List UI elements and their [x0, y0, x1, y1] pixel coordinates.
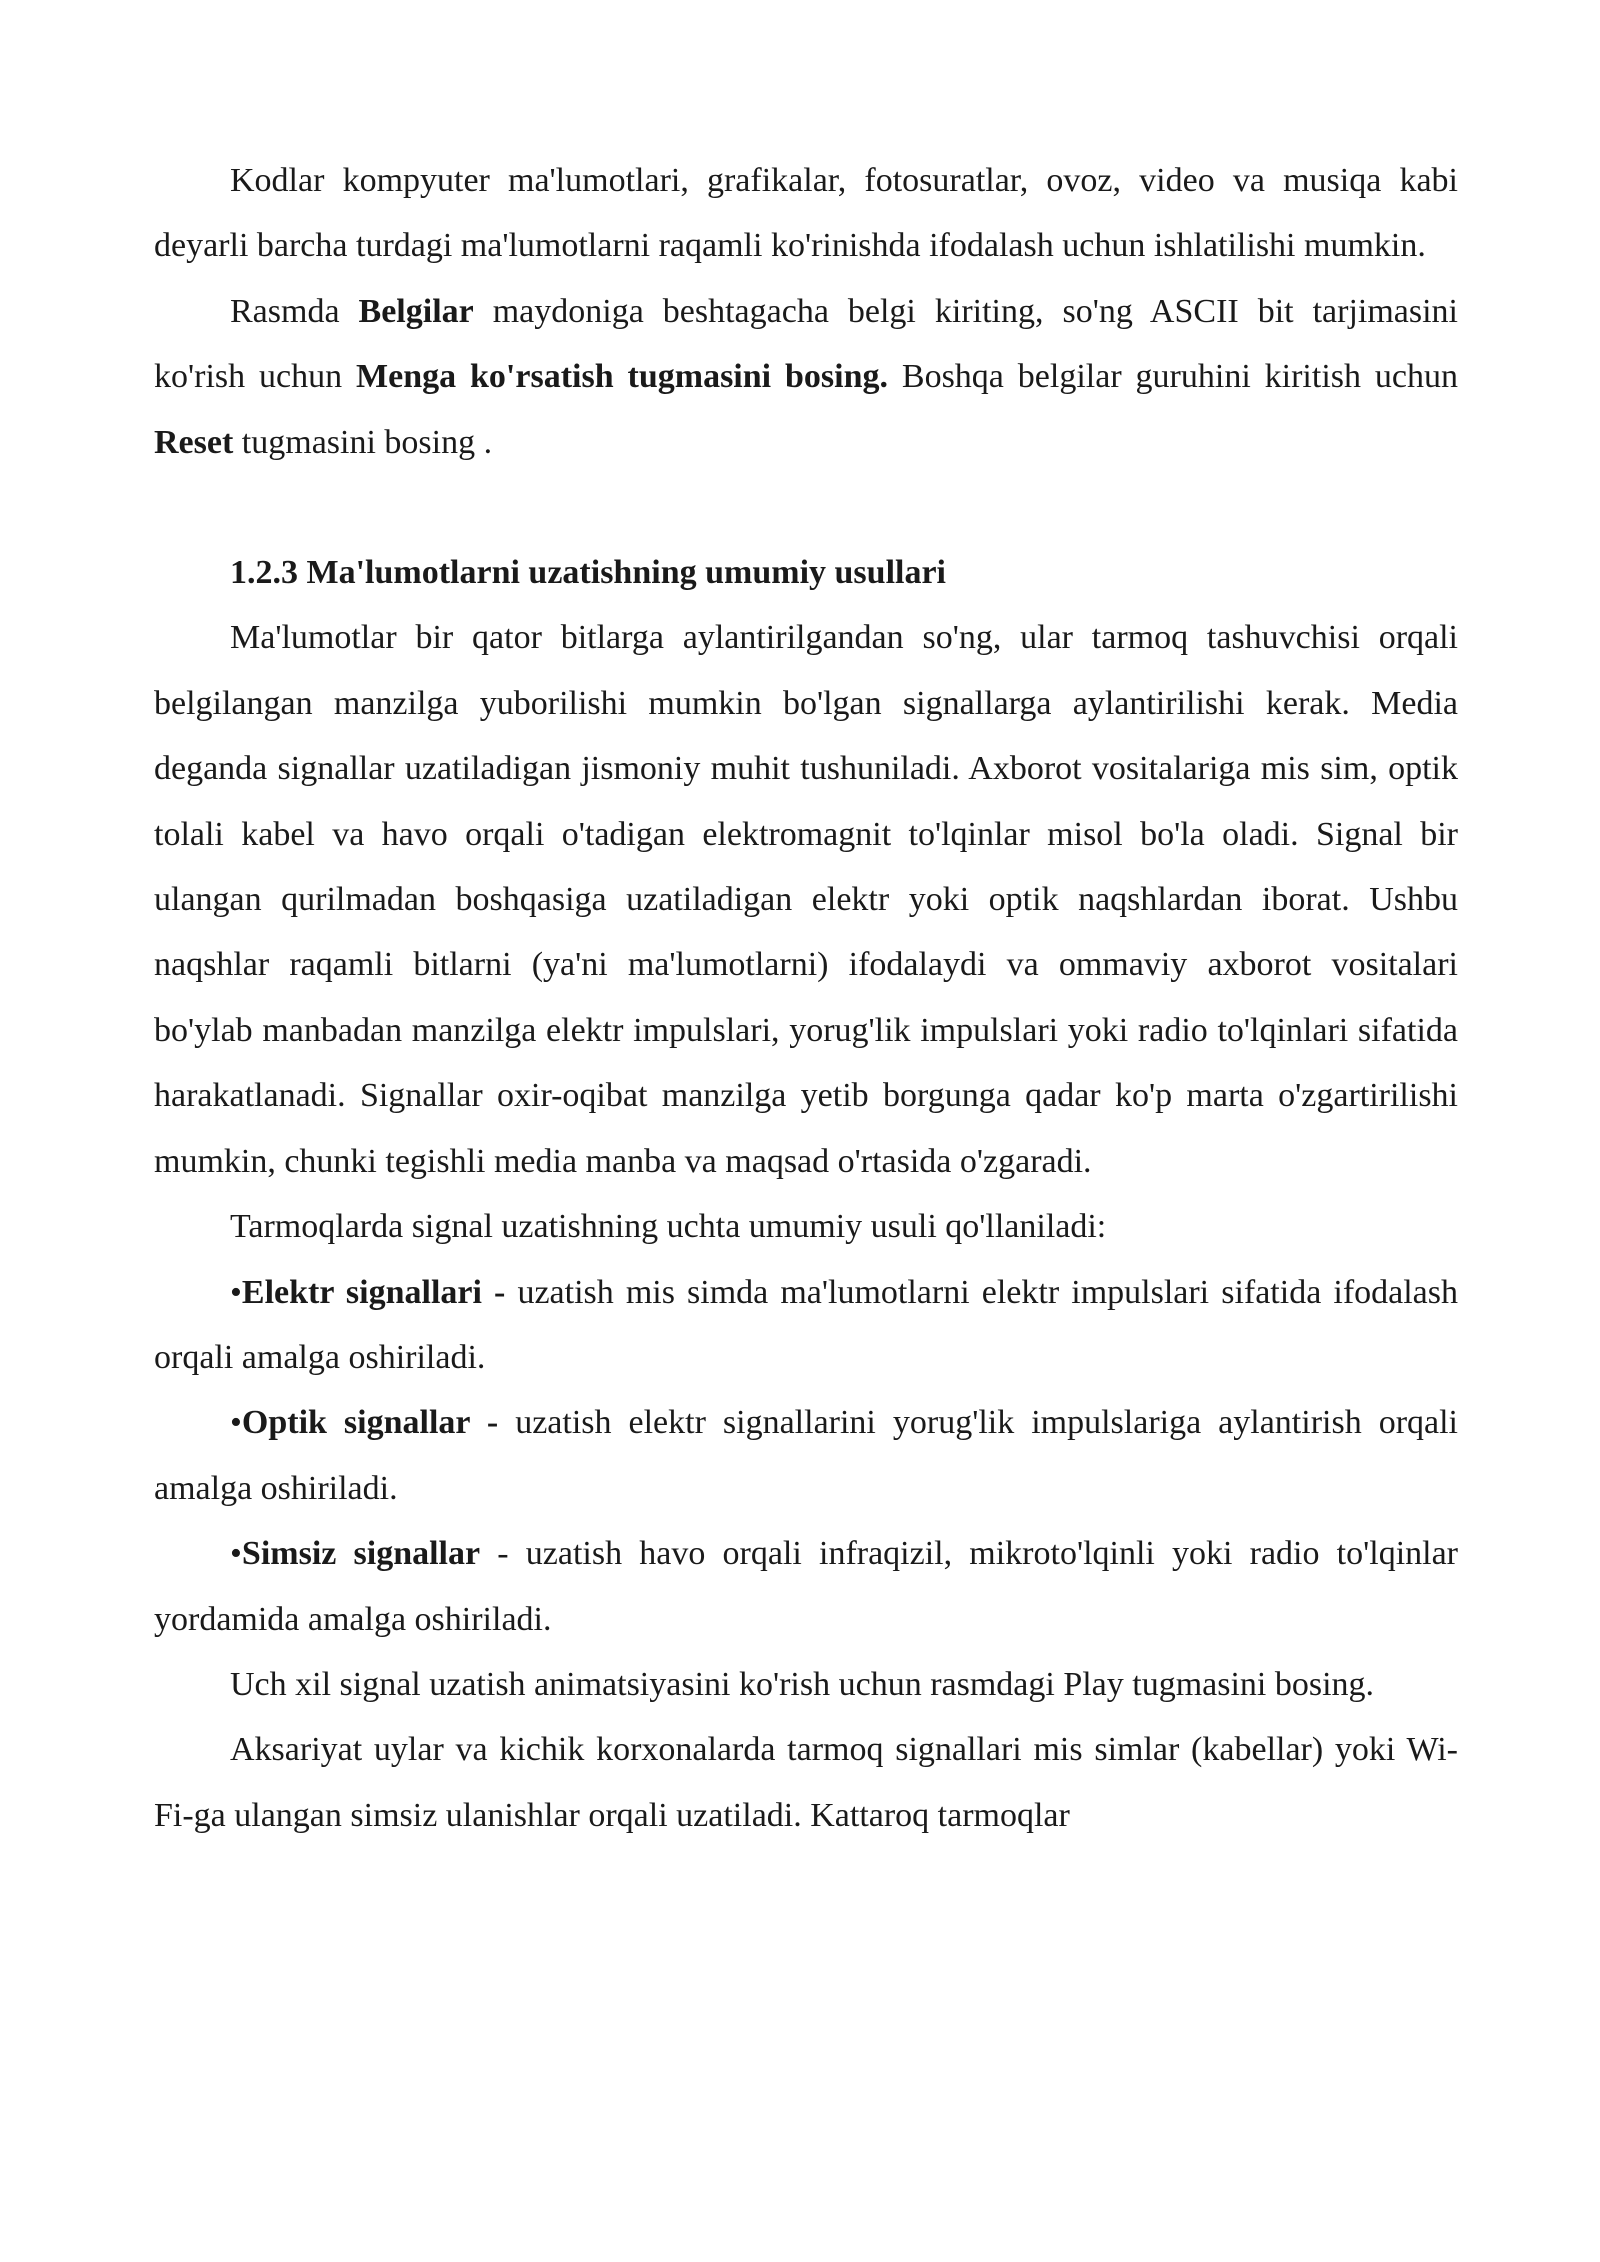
bullet-description: - uzatish havo orqali infraqizil, mikroto'lqinli yoki radio to'lqinlar yordamida amalga oshiriladi.	[154, 1535, 1458, 1638]
bullet-icon: •	[230, 1404, 242, 1442]
document-body	[154, 148, 1458, 1848]
paragraph-signals-overview: Ma'lumotlar bir qator bitlarga aylantirilgandan so'ng, ular tarmoq tashuvchisi orqali belgilangan manzilga yuborilishi mumkin bo'lgan signallarga aylantirilishi kerak. Media deganda signallar uzatiladigan jismoniy muhit tushuniladi. Axborot vositalariga mis sim, optik tolali kabel va havo orqali o'tadigan elektromagnit to'lqinlar misol bo'la oladi. Signal bir ulangan qurilmadan boshqasiga uzatiladigan elektr yoki optik naqshlardan iborat. Ushbu naqshlar raqamli bitlarni (ya'ni ma'lumotlarni) ifodalaydi va ommaviy axborot vositalari bo'ylab manbadan manzilga elektr impulslari, yorug'lik impulslari yoki radio to'lqinlari sifatida harakatlanadi. Signallar oxir-oqibat manzilga yetib borgunga qadar ko'p marta o'zgartirilishi mumkin, chunki tegishli media manba va maqsad o'rtasida o'zgaradi.	[154, 619, 1458, 1180]
bullet-icon: •	[230, 1535, 242, 1573]
bold-term-reset: Reset	[154, 423, 234, 461]
section-heading: 1.2.3 Ma'lumotlarni uzatishning umumiy usullari	[230, 554, 946, 592]
bullet-term: Elektr signallari -	[241, 1273, 506, 1311]
text-segment: tugmasini bosing .	[233, 423, 493, 461]
bullet-icon: •	[230, 1273, 242, 1311]
bullet-description: uzatish elektr signallarini yorug'lik impulslariga aylantirish orqali amalga oshiriladi.	[154, 1404, 1458, 1507]
bold-term-belgilar: Belgilar	[358, 292, 474, 330]
bullet-item-optical	[154, 1390, 1458, 1521]
paragraph-methods-intro: Tarmoqlarda signal uzatishning uchta umumiy usuli qo'llaniladi:	[230, 1208, 1107, 1246]
paragraph-codes-intro: Kodlar kompyuter ma'lumotlari, grafikalar, fotosuratlar, ovoz, video va musiqa kabi deyarli barcha turdagi ma'lumotlarni raqamli ko'rinishda ifodalash uchun ishlatilishi mumkin.	[154, 162, 1458, 265]
text-segment: Boshqa belgilar guruhini kiritish uchun	[888, 358, 1458, 396]
bullet-term: Simsiz signallar	[241, 1535, 481, 1573]
text-segment: Rasmda	[230, 292, 359, 330]
bullet-term: Optik signallar -	[241, 1404, 499, 1442]
bullet-item-electric	[154, 1260, 1458, 1391]
bullet-item-wireless	[154, 1521, 1458, 1652]
bullet-description: uzatish mis simda ma'lumotlarni elektr impulslari sifatida ifodalash orqali amalga oshiriladi.	[154, 1273, 1458, 1376]
text-segment: maydoniga beshtagacha belgi kiriting, so'ng ASCII bit tarjimasini ko'rish uchun	[154, 292, 1458, 396]
paragraph-animation-instructions: Uch xil signal uzatish animatsiyasini ko'rish uchun rasmdagi Play tugmasini bosing.	[230, 1665, 1375, 1703]
bold-term-show-button: Menga ko'rsatish tugmasini bosing.	[356, 358, 888, 396]
paragraph-home-networks: Aksariyat uylar va kichik korxonalarda tarmoq signallari mis simlar (kabellar) yoki Wi-Fi-ga ulangan simsiz ulanishlar orqali uzatiladi. Kattaroq tarmoqlar	[154, 1731, 1458, 1834]
paragraph-ascii-instructions	[154, 279, 1458, 475]
